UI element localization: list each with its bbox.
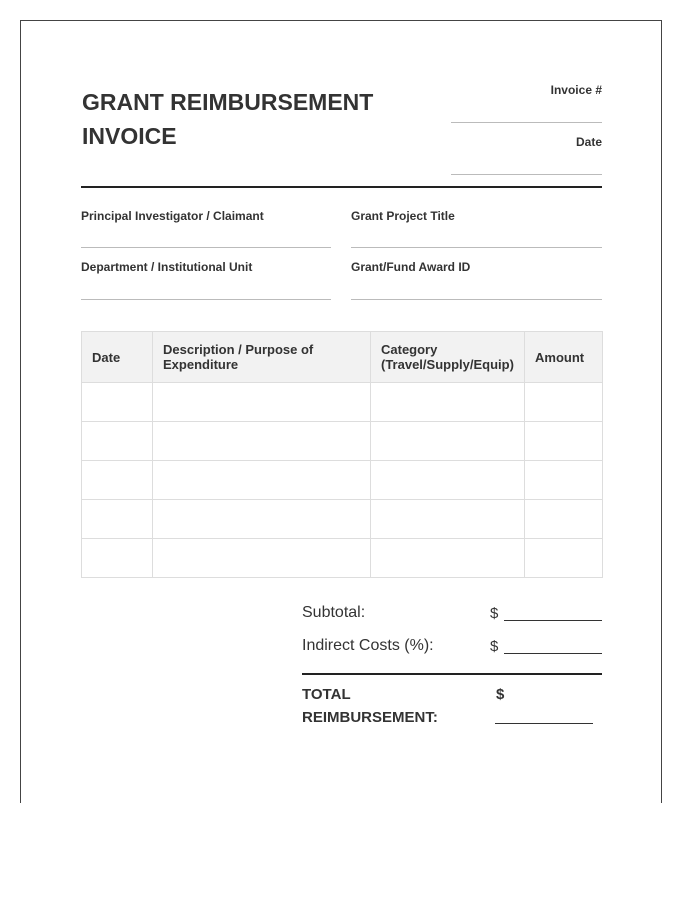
- table-row: [82, 422, 603, 461]
- table-cell-description[interactable]: [153, 539, 371, 578]
- total-divider: [302, 673, 602, 675]
- claimant-label: Principal Investigator / Claimant: [81, 209, 264, 223]
- indirect-costs-currency: $: [490, 638, 499, 655]
- indirect-costs-field[interactable]: [504, 653, 602, 654]
- expenditure-table: [81, 331, 603, 578]
- table-cell-description[interactable]: [153, 383, 371, 422]
- total-reimbursement-label: TOTAL REIMBURSEMENT:: [302, 686, 438, 726]
- table-cell-category[interactable]: [371, 500, 525, 539]
- table-cell-description[interactable]: [153, 422, 371, 461]
- table-cell-date[interactable]: [82, 500, 153, 539]
- header-divider: [81, 186, 602, 188]
- table-cell-amount[interactable]: [525, 500, 603, 539]
- column-header-description: Description / Purpose of Expenditure: [153, 332, 371, 383]
- invoice-number-field[interactable]: [451, 122, 602, 123]
- column-header-date: Date: [82, 332, 153, 383]
- total-reimbursement-field[interactable]: [495, 723, 593, 724]
- table-cell-category[interactable]: [371, 422, 525, 461]
- invoice-number-label: Invoice #: [550, 83, 602, 97]
- table-cell-amount[interactable]: [525, 383, 603, 422]
- table-cell-description[interactable]: [153, 500, 371, 539]
- indirect-costs-label: Indirect Costs (%):: [302, 637, 434, 654]
- invoice-title: GRANT REIMBURSEMENT INVOICE: [82, 89, 374, 149]
- award-id-label: Grant/Fund Award ID: [351, 260, 471, 274]
- table-header-row: [82, 332, 603, 383]
- table-cell-amount[interactable]: [525, 539, 603, 578]
- table-cell-category[interactable]: [371, 539, 525, 578]
- table-cell-description[interactable]: [153, 461, 371, 500]
- table-cell-amount[interactable]: [525, 422, 603, 461]
- table-cell-date[interactable]: [82, 461, 153, 500]
- table-cell-date[interactable]: [82, 539, 153, 578]
- table-row: [82, 539, 603, 578]
- column-header-category: Category (Travel/Supply/Equip): [371, 332, 525, 383]
- date-label: Date: [575, 135, 602, 149]
- date-field[interactable]: [451, 174, 602, 175]
- invoice-sheet: [20, 20, 662, 803]
- table-row: [82, 461, 603, 500]
- claimant-field[interactable]: [81, 247, 331, 248]
- award-id-field[interactable]: [351, 299, 602, 300]
- table-cell-category[interactable]: [371, 383, 525, 422]
- subtotal-currency: $: [490, 605, 499, 622]
- total-currency: $: [496, 686, 505, 703]
- department-field[interactable]: [81, 299, 331, 300]
- table-cell-category[interactable]: [371, 461, 525, 500]
- subtotal-field[interactable]: [504, 620, 602, 621]
- column-header-amount: Amount: [525, 332, 603, 383]
- table-cell-date[interactable]: [82, 422, 153, 461]
- subtotal-label: Subtotal:: [302, 604, 366, 621]
- table-row: [82, 383, 603, 422]
- table-row: [82, 500, 603, 539]
- department-label: Department / Institutional Unit: [81, 260, 253, 274]
- project-title-field[interactable]: [351, 247, 602, 248]
- table-cell-date[interactable]: [82, 383, 153, 422]
- table-cell-amount[interactable]: [525, 461, 603, 500]
- project-title-label: Grant Project Title: [351, 209, 455, 223]
